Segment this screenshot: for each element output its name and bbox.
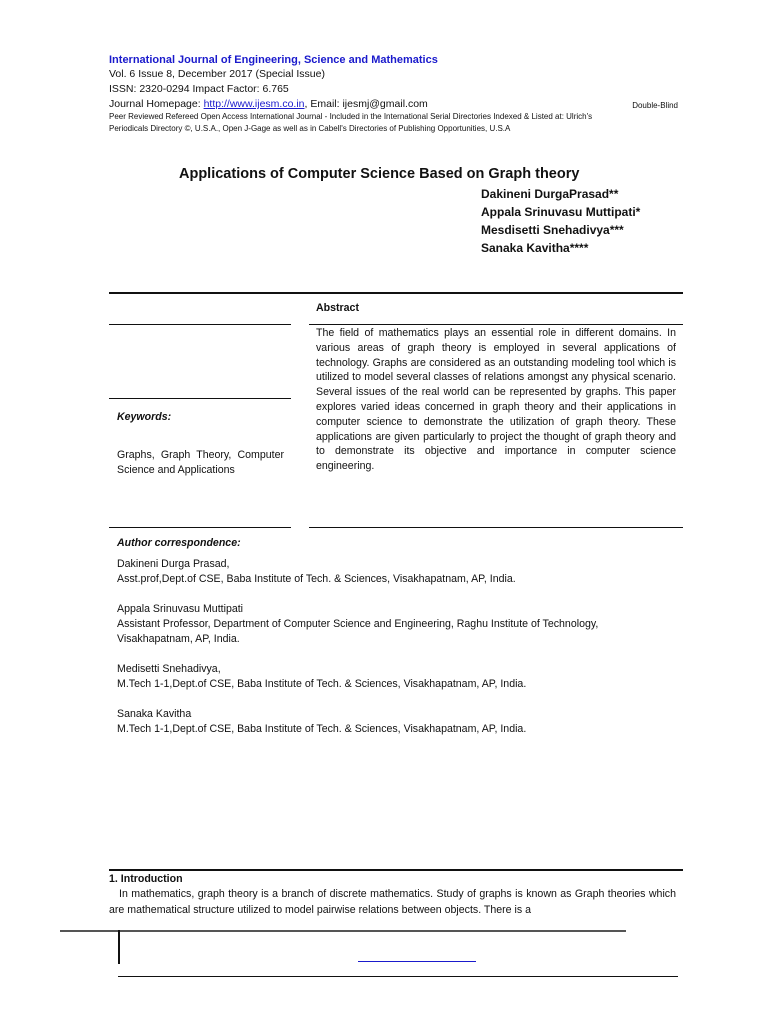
footer-link-underline xyxy=(358,961,476,962)
correspondence-affiliation: M.Tech 1-1,Dept.of CSE, Baba Institute of Tech. & Sciences, Visakhapatnam, AP, India. xyxy=(117,678,527,690)
review-type: Double-Blind xyxy=(632,101,678,110)
left-divider-bottom xyxy=(109,527,291,528)
footer-vertical-rule xyxy=(118,930,120,964)
homepage-line xyxy=(109,97,428,111)
correspondence-entry xyxy=(117,557,672,587)
intro-heading: 1. Introduction xyxy=(109,873,183,885)
correspondence-affiliation: Asst.prof,Dept.of CSE, Baba Institute of Tech. & Sciences, Visakhapatnam, AP, India. xyxy=(117,573,516,585)
left-divider-top xyxy=(109,324,291,325)
peer-review-line-2: Periodicals Directory ©, U.S.A., Open J-Gage as well as in Cabell's Directories of Publishing Opportunities, U.S.A xyxy=(109,124,511,133)
correspondence-heading: Author correspondence: xyxy=(117,537,241,549)
homepage-link[interactable]: http://www.ijesm.co.in xyxy=(203,98,305,110)
left-divider-keywords xyxy=(109,398,291,399)
correspondence-name: Sanaka Kavitha xyxy=(117,708,192,720)
author-name: Sanaka Kavitha**** xyxy=(481,241,589,255)
paper-title: Applications of Computer Science Based on Graph theory xyxy=(179,166,580,182)
email-text: , Email: ijesmj@gmail.com xyxy=(304,98,428,110)
correspondence-list xyxy=(117,557,672,752)
correspondence-name: Medisetti Snehadivya, xyxy=(117,663,221,675)
top-divider xyxy=(109,292,683,294)
author-name: Mesdisetti Snehadivya*** xyxy=(481,223,624,237)
issn-line: ISSN: 2320-0294 Impact Factor: 6.765 xyxy=(109,83,289,95)
author-name: Dakineni DurgaPrasad** xyxy=(481,187,619,201)
volume-line: Vol. 6 Issue 8, December 2017 (Special Issue) xyxy=(109,68,325,80)
intro-text: In mathematics, graph theory is a branch of discrete mathematics. Study of graphs is known as Graph theories which are mathematical structure utilized to model pairwise relations between objects. There is a xyxy=(109,888,676,916)
footer-gray-rule xyxy=(60,930,626,932)
right-divider-bottom xyxy=(309,527,683,528)
abstract-heading: Abstract xyxy=(316,302,359,314)
correspondence-name: Appala Srinuvasu Muttipati xyxy=(117,603,244,615)
peer-review-line-1: Peer Reviewed Refereed Open Access International Journal - Included in the International Serial Directories Indexed & Listed at: Ulrich's xyxy=(109,112,593,121)
homepage-label: Journal Homepage: xyxy=(109,98,204,110)
correspondence-affiliation: Assistant Professor, Department of Computer Science and Engineering, Raghu Institute of Technology, Visakhapatnam, AP, India. xyxy=(117,618,599,645)
author-list xyxy=(481,185,640,257)
correspondence-entry xyxy=(117,662,672,692)
intro-divider xyxy=(109,869,683,871)
correspondence-name: Dakineni Durga Prasad, xyxy=(117,558,230,570)
abstract-text: The field of mathematics plays an essential role in different domains. In various areas of graph theory is employed in several applications of technology. Graphs are considered as an outstanding modeling tool which is utilized to model several classes of relations amongst any physical scenario. Several issues of the real world can be represented by graphs. This paper explores varied ideas concerned in graph theory and their applications in computer science to demonstrate the utilization of graph theory. These applications are given particularly to project the thought of graph theory and to demonstrate its objective and importance in computer science engineering. xyxy=(316,327,676,473)
author-name: Appala Srinuvasu Muttipati* xyxy=(481,205,641,219)
keywords-text: Graphs, Graph Theory, Computer Science and Applications xyxy=(117,449,284,476)
correspondence-affiliation: M.Tech 1-1,Dept.of CSE, Baba Institute of Tech. & Sciences, Visakhapatnam, AP, India. xyxy=(117,723,527,735)
keywords-heading: Keywords: xyxy=(117,411,172,423)
footer-bottom-rule xyxy=(118,976,678,977)
right-divider-top xyxy=(309,324,683,325)
correspondence-entry xyxy=(117,602,672,647)
correspondence-entry xyxy=(117,707,672,737)
journal-name: International Journal of Engineering, Science and Mathematics xyxy=(109,54,438,66)
